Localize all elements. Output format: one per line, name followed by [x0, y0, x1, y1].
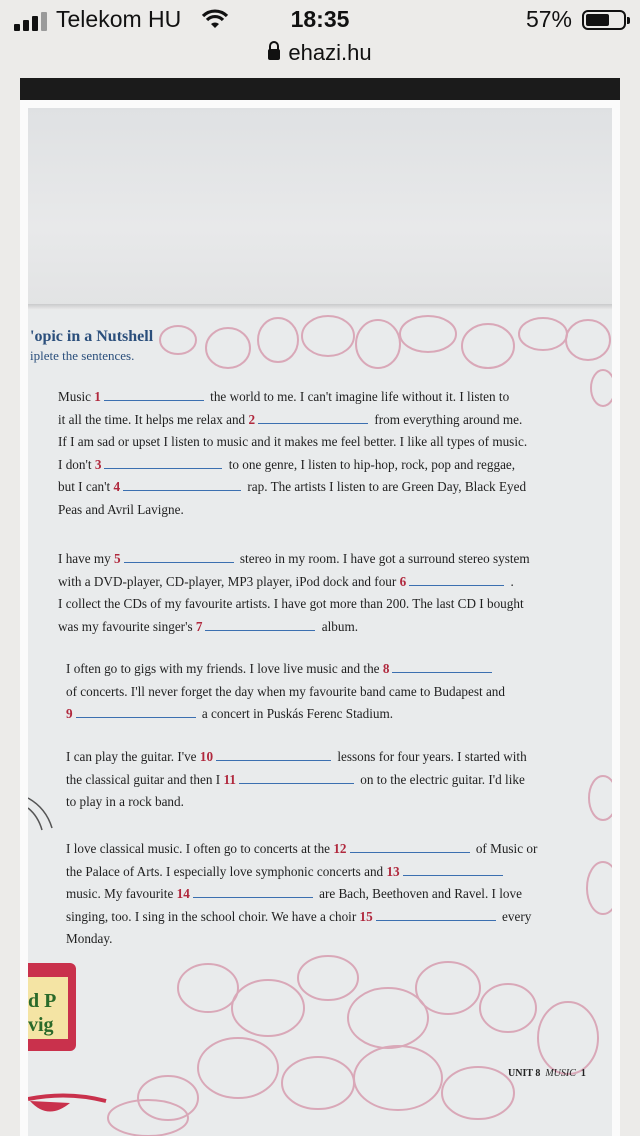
paragraph-1 [58, 386, 578, 521]
text-line: singing, too. I sing in the school choir. We have a choir 15 every [66, 908, 532, 924]
battery-percent: 57% [525, 6, 572, 32]
lock-icon [268, 49, 280, 60]
status-bar [0, 0, 640, 40]
text-line: music. My favourite 14 are Bach, Beethoven and Ravel. I love [66, 886, 522, 901]
section-heading: 'opic in a Nutshell [30, 328, 154, 345]
page-footer: UNIT 8 MUSIC 1 [508, 1068, 586, 1079]
answer-blank[interactable] [350, 840, 470, 853]
url-text: ehazi.hu [288, 40, 372, 65]
answer-blank[interactable] [216, 748, 331, 761]
answer-blank[interactable] [76, 705, 196, 718]
text-line: If I am sad or upset I listen to music and it makes me feel better. I like all types of music. [58, 434, 528, 449]
answer-blank[interactable] [258, 411, 368, 424]
text-line: I don't 3 to one genre, I listen to hip-hop, rock, pop and reggae, [58, 456, 516, 472]
text-line: Music 1 the world to me. I can't imagine life without it. I listen to [58, 389, 510, 404]
battery-icon [582, 10, 626, 30]
carrier-name: Telekom HU [56, 6, 182, 32]
text-line: to play in a rock band. [66, 794, 184, 809]
answer-blank[interactable] [392, 660, 492, 673]
answer-blank[interactable] [104, 388, 204, 401]
answer-blank[interactable] [104, 456, 222, 469]
device-label-line-2: vig [28, 1014, 54, 1036]
clock: 18:35 [290, 6, 350, 32]
text-line: with a DVD-player, CD-player, MP3 player, iPod dock and four 6 . [58, 573, 514, 589]
answer-blank[interactable] [205, 618, 315, 631]
answer-blank[interactable] [409, 573, 504, 586]
text-line: Monday. [66, 931, 113, 946]
text-line: was my favourite singer's 7 album. [58, 618, 359, 634]
text-line: but I can't 4 rap. The artists I listen to are Green Day, Black Eyed [58, 479, 527, 494]
text-line: the classical guitar and then I 11 on to the electric guitar. I'd like [66, 771, 525, 787]
answer-blank[interactable] [239, 771, 354, 784]
answer-blank[interactable] [124, 550, 234, 563]
device-label-line-1: d P [28, 990, 57, 1012]
paragraph-5 [66, 838, 591, 951]
answer-blank[interactable] [193, 885, 313, 898]
text-line: it all the time. It helps me relax and 2 from everything around me. [58, 411, 523, 427]
text-line: I can play the guitar. I've 10 lessons for four years. I started with [66, 749, 527, 764]
page-top-bar [20, 78, 620, 100]
mp3-player-illustration [28, 963, 84, 1053]
section-instructions: iplete the sentences. [30, 348, 135, 363]
paragraph-4 [66, 746, 586, 814]
address-bar[interactable] [0, 40, 640, 70]
text-line: of concerts. I'll never forget the day when my favourite band came to Budapest and [66, 683, 505, 699]
paragraph-2 [58, 548, 583, 638]
sunglasses-illustration [28, 1093, 108, 1123]
text-line: I often go to gigs with my friends. I love live music and the 8 [66, 658, 586, 681]
text-line: I collect the CDs of my favourite artists. I have got more than 200. The last CD I bought [58, 596, 524, 611]
paragraph-3 [66, 658, 586, 726]
text-line: I have my 5 stereo in my room. I have got a surround stereo system [58, 551, 530, 566]
answer-blank[interactable] [403, 863, 503, 876]
worksheet-photo[interactable] [28, 108, 612, 1136]
answer-blank[interactable] [376, 908, 496, 921]
text-line: I love classical music. I often go to concerts at the 12 of Music or [66, 841, 538, 856]
text-line: Peas and Avril Lavigne. [58, 501, 184, 517]
answer-blank[interactable] [123, 478, 241, 491]
text-line: the Palace of Arts. I especially love symphonic concerts and 13 [66, 861, 591, 884]
text-line: 9 a concert in Puskás Ferenc Stadium. [66, 706, 394, 721]
